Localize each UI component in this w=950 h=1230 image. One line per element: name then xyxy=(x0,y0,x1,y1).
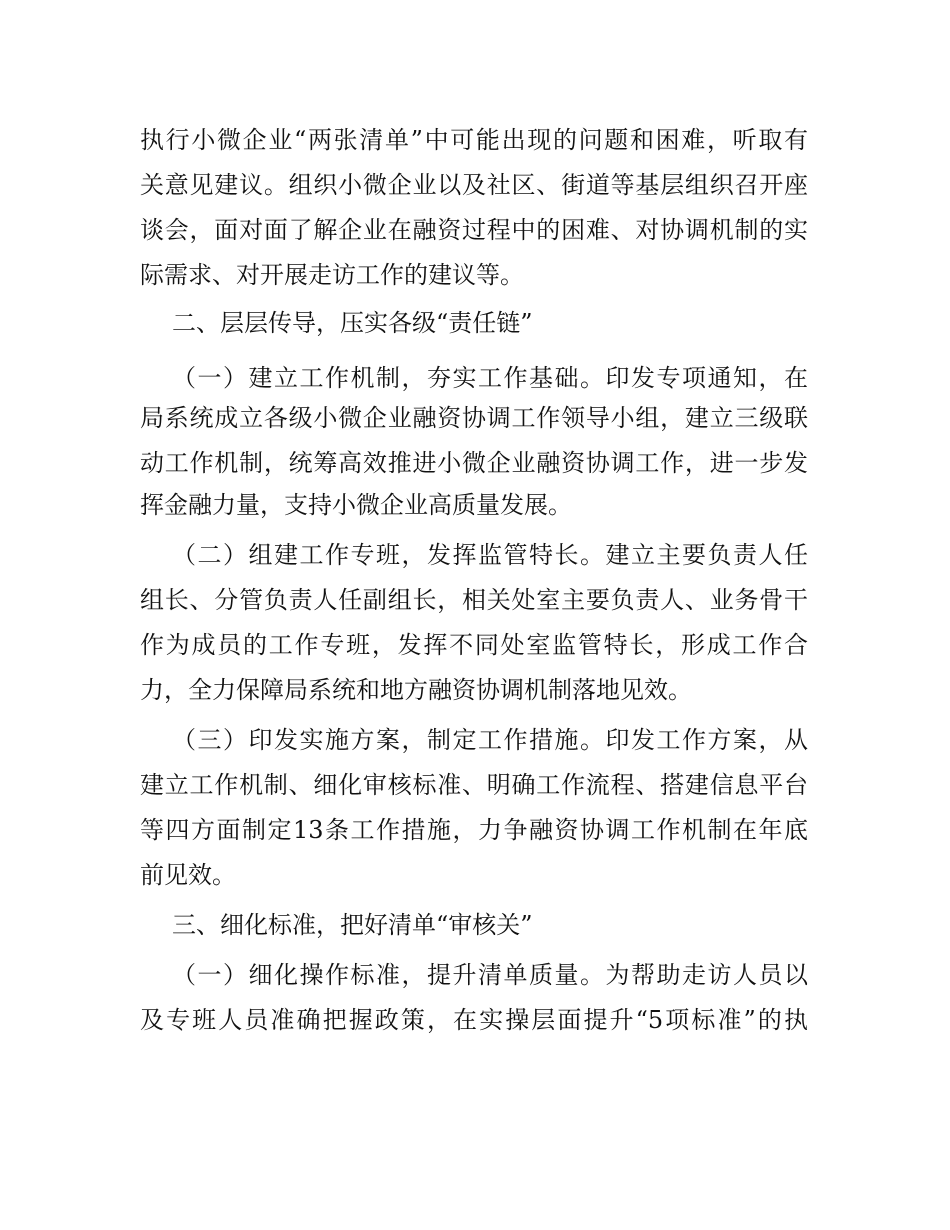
text-line: 动工作机制，统筹高效推进小微企业融资协调工作，进一步发 xyxy=(140,449,808,477)
text-line: 挥金融力量，支持小微企业高质量发展。 xyxy=(140,491,572,519)
section-heading: 三、细化标准，把好清单“审核关” xyxy=(172,911,533,939)
text-line: 建立工作机制、细化审核标准、明确工作流程、搭建信息平台 xyxy=(140,771,808,799)
text-line: （一）建立工作机制，夯实工作基础。印发专项通知，在 xyxy=(172,364,808,392)
text-line: 际需求、对开展走访工作的建议等。 xyxy=(140,261,524,289)
section-heading: 二、层层传导，压实各级“责任链” xyxy=(172,309,533,337)
text-line: （二）组建工作专班，发挥监管特长。建立主要负责人任 xyxy=(172,541,808,569)
text-line: 力，全力保障局系统和地方融资协调机制落地见效。 xyxy=(140,676,692,704)
text-line: 谈会，面对面了解企业在融资过程中的困难、对协调机制的实 xyxy=(140,216,808,244)
text-line: 等四方面制定13条工作措施，力争融资协调工作机制在年底 xyxy=(140,816,808,844)
text-line: 及专班人员准确把握政策，在实操层面提升“5项标准”的执 xyxy=(140,1006,808,1034)
text-line: 局系统成立各级小微企业融资协调工作领导小组，建立三级联 xyxy=(140,404,808,432)
text-line: 组长、分管负责人任副组长，相关处室主要负责人、业务骨干 xyxy=(140,586,808,614)
text-line: 关意见建议。组织小微企业以及社区、街道等基层组织召开座 xyxy=(140,171,808,199)
text-line: 前见效。 xyxy=(140,861,236,889)
text-line: 作为成员的工作专班，发挥不同处室监管特长，形成工作合 xyxy=(140,631,808,659)
text-line: （一）细化操作标准，提升清单质量。为帮助走访人员以 xyxy=(172,961,808,989)
text-line: 执行小微企业“两张清单”中可能出现的问题和困难，听取有 xyxy=(140,126,808,154)
text-line: （三）印发实施方案，制定工作措施。印发工作方案，从 xyxy=(172,726,808,754)
